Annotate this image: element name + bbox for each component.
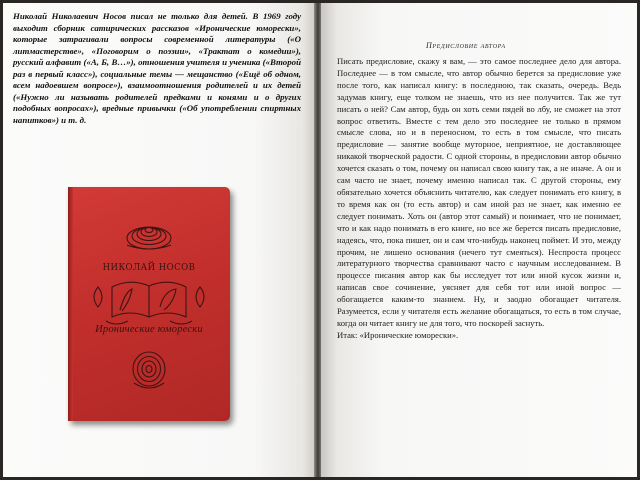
paragraph: Писать предисловие, скажу я вам, — это самое последнее дело для автора. Последнее — в том смысле, что автор обычно берется за предисловие уже после того, как написал книгу: в последнюю, так сказать, очередь. Ведь задумав книгу, еще толком не знаешь, что из нее получится. Так же тут писать о ней? Сам автор, будь он хоть семи пядей во лбу, не сможет на этот вопрос ответить. Вместе с тем дело это последнее не только в прямом смысле слова, но и в переносном, то есть в том смысле, что писать предисловие — занятие вообще муторное, неприятное, не доставляющее никакой творческой радости. С одной стороны, в предисловии автор обычно хочется сказать о том, почему он написал свою книгу так, а не иначе. А он и сам часто не знает, почему именно написал так. С другой стороны, ему обязательно хочется объяснить читателю, как следует понимать его книгу, в то время как он (то есть автор) и сам иной раз не знает, как именно ее следует понимать. Хоть он (автор этот самый) и понимает, что не понимает, что и как надо понимать в его книге, но все же берется писать предисловие, надеясь, что, пока пишет, он и сам что-нибудь наконец поймет. И это, между прочим, не лишено основания (нечего тут смеяться). Неспроста процесс литературного творчества сравнивают часто с научным исследованием. В процессе писания автор как бы исследует тот или иной кусок жизни и, написав свое сочинение, уясняет для себя тот или иной вопрос — обогащается каким-то знанием. Ну, и заодно обогащает читателя. Разумеется, если у читателя есть желание обогащаться, то есть в том случае, когда он читает книгу не для того, что поскорей заснуть. bbox=[337, 56, 621, 328]
book-cover-image bbox=[68, 187, 230, 421]
page-heading: Предисловие автора bbox=[426, 41, 506, 50]
paragraph: Итак: «Иронические юморески». bbox=[337, 329, 459, 340]
cover-author: НИКОЛАЙ НОСОВ bbox=[102, 263, 196, 273]
cover-ornaments bbox=[68, 187, 230, 421]
spiral-ornament-bottom bbox=[133, 352, 165, 388]
left-page bbox=[3, 3, 315, 477]
open-book-emblem bbox=[94, 282, 204, 324]
spiral-ornament-top bbox=[127, 227, 171, 249]
intro-text: Николай Николаевич Носов писал не только для детей. В 1969 году выходит сборник сатирических рассказов «Иронические юморески», которые затрагивали вопросы современной литературы («О литмастерстве», «Поговорим о поэзии», «Трактат о комедии»), русский алфавит («А, Б, В…»), отношения учителя и ученика («Второй раз в первый класс»), социальные темы — мещанство («Ещё об одном, всем надоевшем вопросе»), взаимоотношения родителей и их детей («Нужно ли называть родителей предками и конями и о других подобных вопросах»), вредные привычки («Об употреблении спиртных напитков») и т. д. bbox=[13, 11, 301, 125]
cover-title: Иронические юморески bbox=[95, 324, 203, 335]
body-text bbox=[337, 56, 621, 342]
